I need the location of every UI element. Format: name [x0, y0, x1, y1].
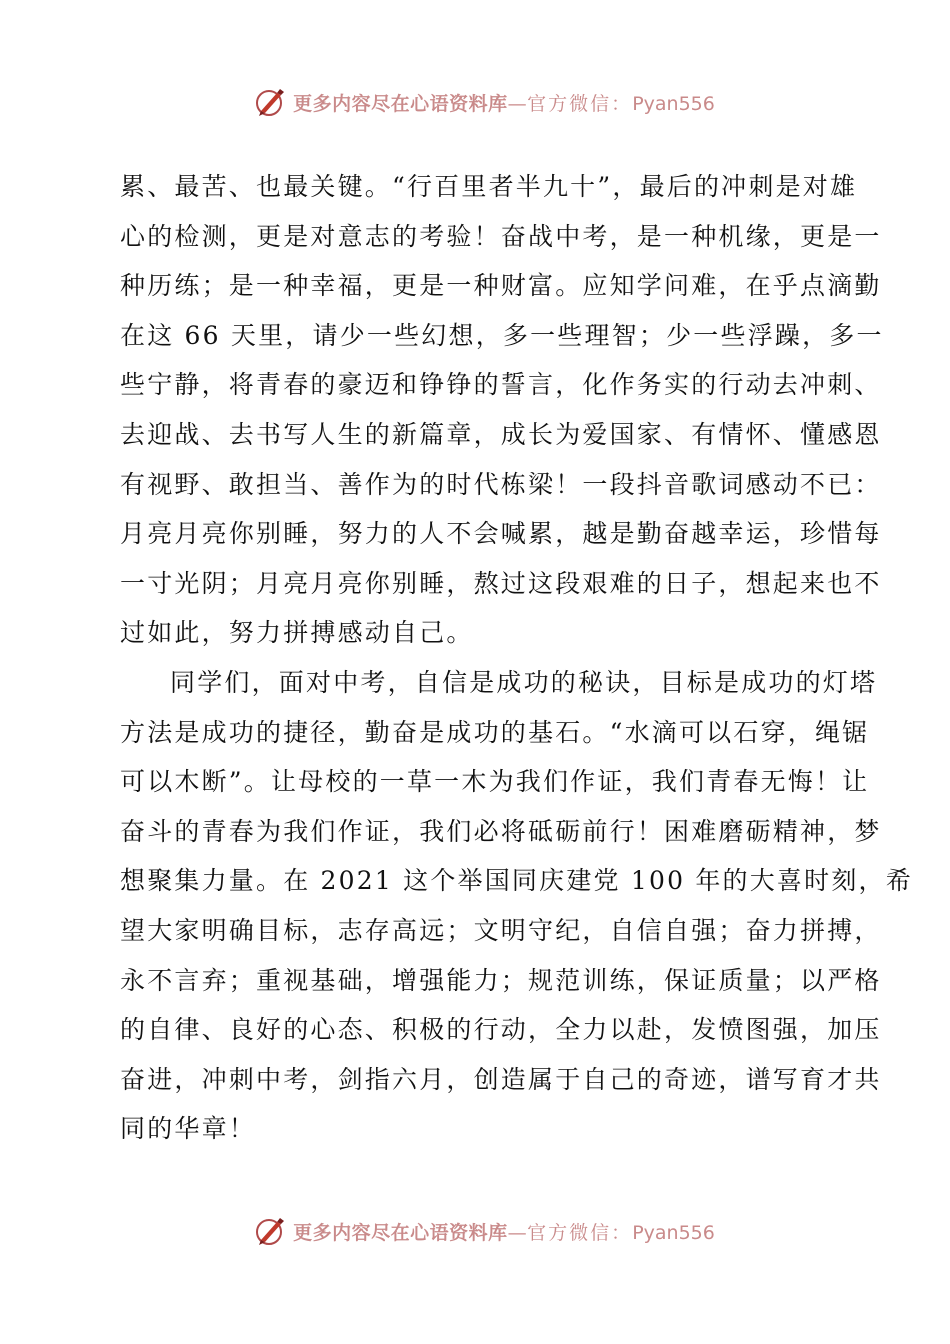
header-banner-text — [293, 89, 715, 116]
text-line: 方法是成功的捷径，勤奋是成功的基石。“水滴可以石穿，绳锯 — [120, 717, 870, 747]
text-line: 过如此，努力拼搏感动自己。 — [120, 618, 474, 648]
header-brand: 更多内容尽在心语资料库 — [293, 92, 508, 115]
header-contact-label: 官方微信： — [527, 92, 633, 115]
text-line: 有视野、敢担当、善作为的时代栋梁！一段抖音歌词感动不已： — [120, 469, 882, 499]
paragraph-1 — [120, 162, 884, 658]
page-header-banner — [0, 80, 950, 124]
text-line: 去迎战、去书写人生的新篇章，成长为爱国家、有情怀、懂感恩 — [120, 419, 882, 449]
text-line: 的自律、良好的心态、积极的行动，全力以赴，发愤图强，加压 — [120, 1015, 882, 1045]
text-line: 些宁静，将青春的豪迈和铮铮的誓言，化作务实的行动去冲刺、 — [120, 370, 882, 400]
text-line: 想聚集力量。在 2021 这个举国同庆建党 100 年的大喜时刻，希 — [120, 866, 913, 896]
document-body — [120, 162, 913, 1154]
footer-contact-handle: Pyan556 — [632, 1221, 715, 1244]
paragraph-2 — [120, 658, 913, 1154]
text-line: 在这 66 天里，请少一些幻想，多一些理智；少一些浮躁，多一 — [120, 320, 884, 350]
text-line: 一寸光阴；月亮月亮你别睡，熬过这段艰难的日子，想起来也不 — [120, 568, 882, 598]
text-line: 心的检测，更是对意志的考验！奋战中考，是一种机缘，更是一 — [120, 221, 882, 251]
text-line: 奋斗的青春为我们作证，我们必将砥砺前行！困难磨砺精神，梦 — [120, 816, 882, 846]
text-line: 累、最苦、也最关键。“行百里者半九十”，最后的冲刺是对雄 — [120, 172, 858, 201]
header-banner-inner — [253, 85, 715, 119]
footer-brand: 更多内容尽在心语资料库 — [293, 1221, 508, 1244]
footer-banner-inner — [253, 1214, 715, 1248]
text-line: 种历练；是一种幸福，更是一种财富。应知学问难，在乎点滴勤 — [120, 271, 882, 301]
pen-in-circle-icon — [253, 85, 287, 119]
footer-banner-text — [293, 1218, 715, 1245]
text-line: 月亮月亮你别睡，努力的人不会喊累，越是勤奋越幸运，珍惜每 — [120, 519, 882, 549]
page-footer-banner — [0, 1209, 950, 1253]
text-line: 可以木断”。让母校的一草一木为我们作证，我们青春无悔！让 — [120, 767, 870, 797]
footer-separator: — — [507, 1221, 528, 1244]
text-line: 同学们，面对中考，自信是成功的秘诀，目标是成功的灯塔 — [170, 667, 878, 697]
text-line: 奋进，冲刺中考，剑指六月，创造属于自己的奇迹，谱写育才共 — [120, 1064, 882, 1094]
header-separator: — — [507, 92, 528, 115]
text-line: 望大家明确目标，志存高远；文明守纪，自信自强；奋力拼搏， — [120, 915, 882, 945]
text-line: 同的华章！ — [120, 1114, 257, 1144]
pen-in-circle-icon — [253, 1214, 287, 1248]
header-contact-handle: Pyan556 — [632, 92, 715, 115]
text-line: 永不言弃；重视基础，增强能力；规范训练，保证质量；以严格 — [120, 965, 882, 995]
footer-contact-label: 官方微信： — [527, 1221, 633, 1244]
